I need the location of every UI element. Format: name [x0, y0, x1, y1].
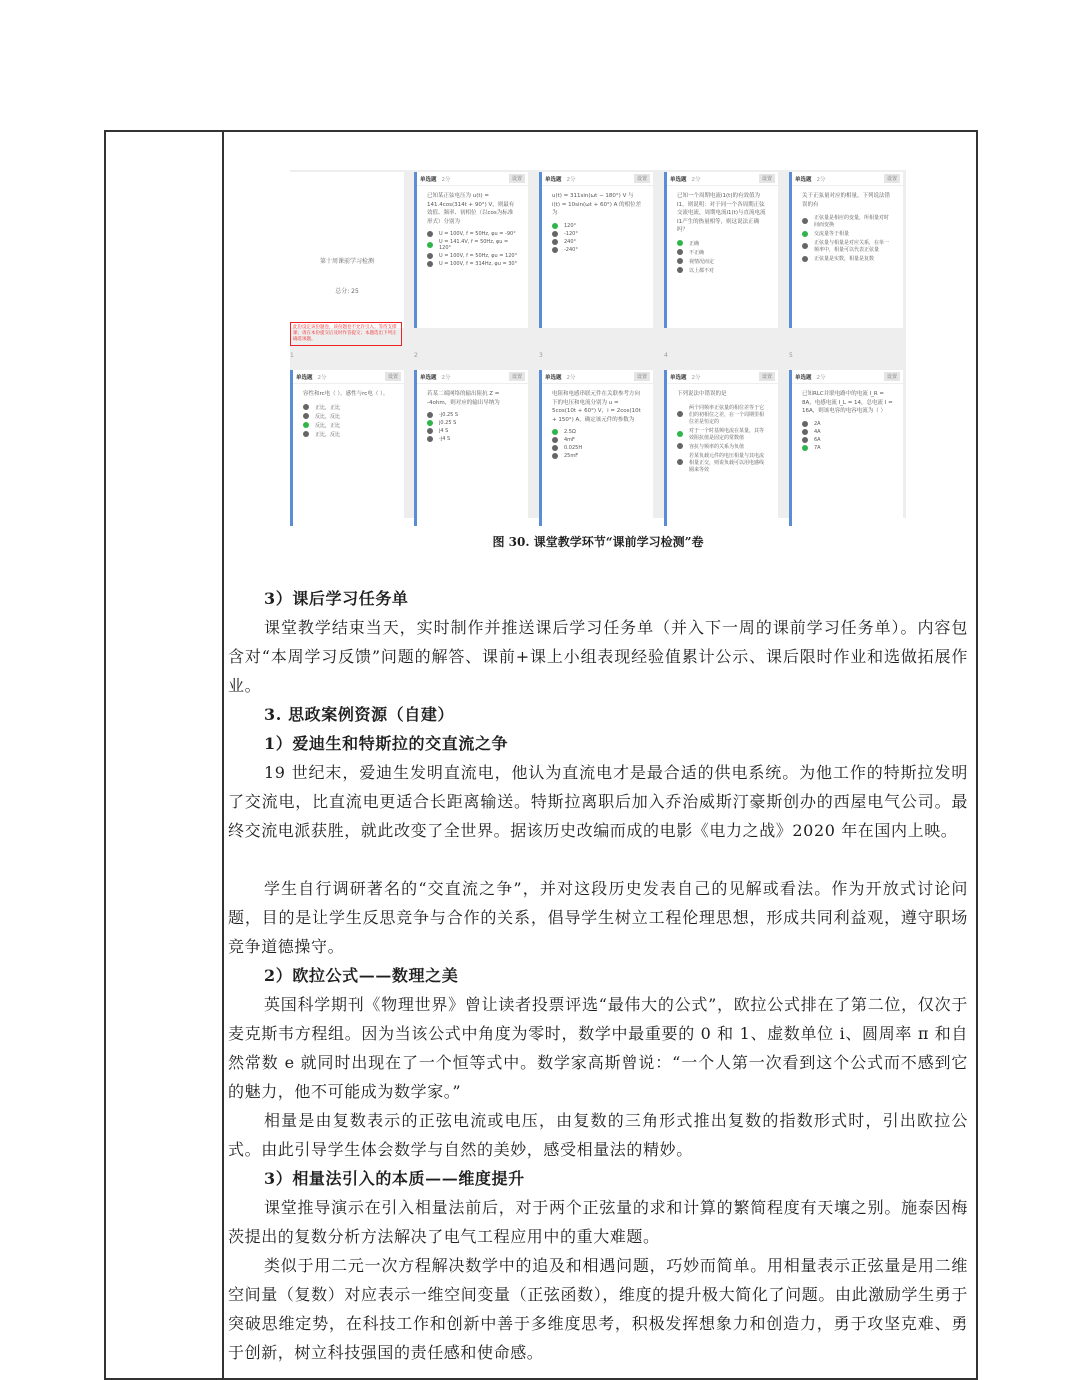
radio-correct-icon — [677, 431, 683, 437]
option-label: U = 100V, f = 50Hz, φu = -90° — [439, 231, 516, 237]
option-label: j0.25 S — [439, 420, 457, 426]
option[interactable] — [542, 452, 653, 460]
question-text: 已知一个周期电流i1(t)的有效值为I1，则说明：对于同一个各周期正弦交流电流，周期电流i1(t)与直流电流I1产生的热量相等，则这说法正确吗？ — [677, 193, 766, 233]
paragraph-after-class: 课堂教学结束当天，实时制作并推送课后学习任务单（并入下一周的课前学习任务单）。内容包含对“本周学习反馈”问题的解答、课前+课上小组表现经验值累计公示、课后限时作业和选做拓展作业。 — [228, 618, 968, 695]
question-score: 2分 — [317, 374, 327, 381]
table-column-divider — [222, 132, 224, 1378]
option-label: 视情况而定 — [689, 258, 715, 265]
option-label: 反比，反比 — [315, 413, 341, 420]
option[interactable] — [542, 246, 653, 254]
option[interactable] — [792, 428, 903, 436]
option[interactable] — [542, 444, 653, 452]
option-label: 交流量等于相量 — [814, 231, 850, 237]
heading-after-class: 3）课后学习任务单 — [264, 589, 409, 608]
radio-icon — [677, 443, 683, 449]
radio-icon — [552, 239, 558, 245]
option[interactable] — [293, 403, 404, 412]
option-label: U = 141.4V, f = 50Hz, φu = 120° — [439, 239, 509, 251]
option[interactable] — [417, 435, 528, 443]
question-type: 单选题 — [420, 374, 437, 381]
radio-icon — [552, 437, 558, 443]
radio-icon — [677, 267, 683, 273]
settings-button[interactable]: 设置 — [509, 174, 525, 183]
option[interactable] — [792, 420, 903, 428]
figure-caption: 图 30. 课堂教学环节“课前学习检测”卷 — [492, 535, 704, 549]
question-card[interactable] — [539, 172, 653, 328]
option-label: U = 100V, f = 314Hz, φu = 30° — [439, 261, 518, 267]
option-label: 正比，反比 — [315, 431, 341, 438]
radio-icon — [303, 431, 309, 437]
radio-icon — [303, 413, 309, 419]
option[interactable] — [542, 428, 653, 436]
option-label: 6A — [814, 436, 821, 443]
question-type: 单选题 — [795, 176, 812, 183]
option-label: 4mF — [564, 437, 575, 443]
option-label: 不正确 — [689, 249, 705, 256]
question-score: 2分 — [441, 176, 451, 183]
option-label: 正确 — [689, 240, 700, 247]
radio-icon — [427, 428, 433, 434]
option-label: 4A — [814, 428, 821, 435]
question-score: 2分 — [441, 374, 451, 381]
option[interactable] — [417, 260, 528, 268]
option-label: U = 100V, f = 50Hz, φu = 120° — [439, 253, 518, 259]
question-type: 单选题 — [795, 374, 812, 381]
heading-ideology-resources: 3. 思政案例资源（自建） — [264, 705, 455, 724]
radio-icon — [427, 436, 433, 442]
card-number: 4 — [664, 352, 668, 359]
heading-phasor-dimension: 3）相量法引入的本质——维度提升 — [264, 1169, 525, 1188]
paragraph-edison-tesla-1: 19 世纪末，爱迪生发明直流电，他认为直流电才是最合适的供电系统。为他工作的特斯拉发明了交流电，比直流电更适合长距离输送。特斯拉离职后加入乔治威斯汀豪斯创办的西屋电气公司。最终交流电派获胜，就此改变了全世界。据该历史改编而成的电影《电力之战》2020 年在国内上映。 — [228, 763, 968, 840]
paragraph-euler-1: 英国科学期刊《物理世界》曾让读者投票评选“最伟大的公式”，欧拉公式排在了第二位，仅次于麦克斯韦方程组。因为当该公式中角度为零时，数学中最重要的 0 和 1、虚数单位 i、圆周率 π 和自然常数 e 就同时出现在了一个恒等式中。数学家高斯曾说：“一个人第一次看到这个公式而不感到它的魅力，他不可能成为数学家。” — [228, 995, 968, 1101]
option[interactable] — [792, 229, 903, 238]
radio-icon — [677, 411, 683, 417]
radio-icon — [552, 445, 558, 451]
paragraph-phasor-2: 类似于用二元一次方程解决数学中的追及和相遇问题，巧妙而简单。用相量表示正弦量是用二维空间量（复数）对应表示一维空间变量（正弦函数），维度的提升极大简化了问题。由此激励学生勇于突破思维定势，在科技工作和创新中善于多维度思考，积极发挥想象力和创造力，勇于攻坚克难、勇于创新，树立科技强国的责任感和使命感。 — [228, 1256, 968, 1362]
radio-correct-icon — [677, 240, 683, 246]
option-label: 25mF — [564, 453, 579, 459]
option-label: 0.025H — [564, 445, 583, 451]
option[interactable] — [293, 412, 404, 421]
question-text: u(t) = 311sin(ωt − 180°) V 与 i(t) = 10sin(ωt + 60°) A 的相位差为 — [552, 193, 642, 216]
exam-total-score: 总分: 25 — [335, 288, 359, 295]
option[interactable] — [417, 419, 528, 427]
settings-button[interactable]: 设置 — [634, 372, 650, 381]
question-score: 2分 — [566, 176, 576, 183]
option[interactable] — [417, 230, 528, 238]
radio-icon — [303, 404, 309, 410]
option[interactable] — [667, 266, 778, 275]
option-label: -j4 S — [439, 436, 451, 442]
radio-correct-icon — [802, 445, 808, 451]
radio-icon — [677, 249, 683, 255]
question-text: 已知某正弦电压为 u(t) = 141.4cos(314t + 90°) V，则最有效值、频率、初相位（以cos为标准形式）分别为 — [427, 193, 515, 225]
question-text: 电阻和电感串联元件在关联参考方向下的电压和电流分别为 u = 5cos(10t + 60°) V，i = 2cos(10t + 150°) A，确定该元件的参数为 — [552, 391, 641, 423]
paragraph-phasor-1: 课堂推导演示在引入相量法前后，对于两个正弦量的求和计算的繁简程度有天壤之别。施泰因梅茨提出的复数分析方法解决了电气工程应用中的重大难题。 — [228, 1198, 968, 1246]
radio-icon — [427, 412, 433, 418]
settings-button[interactable]: 设置 — [884, 174, 900, 183]
radio-icon — [802, 218, 808, 224]
question-card[interactable] — [789, 370, 903, 526]
quiz-screenshot-figure — [290, 170, 906, 518]
option-label: 正弦量与相量是对应关系，在单一频率中，相量可以代表正弦量 — [814, 240, 890, 253]
option-label: 对于一个时基频电流在某量，其等效阻抗值是固定的常数值 — [689, 427, 765, 441]
settings-button[interactable]: 设置 — [634, 174, 650, 183]
option[interactable] — [542, 238, 653, 246]
question-score: 2分 — [691, 176, 701, 183]
option[interactable] — [293, 421, 404, 430]
option-label: 若某负载元件的电压相量与其电流相量正交，则说负载可以用电感线圈来等效 — [689, 452, 765, 473]
option-label: -120° — [564, 230, 578, 237]
question-text: 若某二端网络的输出阻抗 Z = -4ohm，则对应的输出导纳为 — [427, 391, 500, 406]
question-text: 下列说法中错误的是 — [677, 391, 727, 397]
question-text: 已知RLC并联电路中的电流 I_R = 8A，电感电流 I_L = 14，总电流 I = 16A，则该电容的电容电流为（ ） — [802, 391, 893, 414]
option-label: j4 S — [439, 428, 449, 434]
paragraph-edison-tesla-2: 学生自行调研著名的“交直流之争”，并对这段历史发表自己的见解或看法。作为开放式讨论问题，目的是让学生反思竞争与合作的关系，倡导学生树立工程伦理思想，形成共同利益观，遵守职场竞争道德操守。 — [228, 879, 968, 956]
option[interactable] — [417, 427, 528, 435]
option-label: 正比，正比 — [315, 404, 341, 411]
quiz-cover-card — [290, 172, 404, 342]
option[interactable] — [792, 436, 903, 444]
option[interactable] — [667, 451, 778, 474]
settings-button[interactable]: 设置 — [759, 372, 775, 381]
card-number: 3 — [539, 352, 543, 359]
option-label: -j0.25 S — [439, 412, 459, 418]
option[interactable] — [417, 252, 528, 260]
option-label: 120° — [564, 222, 577, 229]
option[interactable] — [667, 239, 778, 248]
option[interactable] — [792, 238, 903, 254]
paragraph-euler-2: 相量是由复数表示的正弦电流或电压，由复数的三角形式推出复数的指数形式时，引出欧拉公式。由此引导学生体会数学与自然的美妙，感受相量法的精妙。 — [228, 1111, 968, 1159]
radio-icon — [427, 231, 433, 237]
radio-icon — [802, 437, 808, 443]
radio-correct-icon — [802, 231, 808, 237]
card-number: 1 — [290, 352, 294, 359]
radio-icon — [552, 247, 558, 253]
radio-icon — [552, 453, 558, 459]
radio-icon — [427, 261, 433, 267]
question-type: 单选题 — [670, 176, 687, 183]
question-score: 2分 — [566, 374, 576, 381]
radio-icon — [677, 459, 683, 465]
question-score: 2分 — [816, 176, 826, 183]
radio-icon — [802, 256, 808, 262]
option-label: 正弦量是实数，相量是复数 — [814, 256, 875, 262]
option-label: 反比，正比 — [315, 422, 341, 429]
option-label: 正弦量是相应的变量，所相量对时间而变换 — [814, 215, 890, 228]
question-type: 单选题 — [296, 374, 313, 381]
radio-icon — [427, 253, 433, 259]
question-score: 2分 — [816, 374, 826, 381]
question-score: 2分 — [691, 374, 701, 381]
question-card[interactable] — [664, 172, 778, 328]
radio-icon — [552, 231, 558, 237]
option[interactable] — [542, 436, 653, 444]
radio-icon — [802, 243, 808, 249]
settings-button[interactable]: 设置 — [509, 372, 525, 381]
radio-icon — [677, 258, 683, 264]
option[interactable] — [667, 257, 778, 266]
card-number: 2 — [414, 352, 418, 359]
option[interactable] — [667, 403, 778, 426]
option-label: 240° — [564, 238, 577, 245]
option[interactable] — [667, 426, 778, 442]
question-text: 容性和rc电（ ），感性与rc电（ ）。 — [303, 391, 389, 397]
option[interactable] — [792, 444, 903, 452]
card-number: 5 — [789, 352, 793, 359]
question-card[interactable] — [290, 370, 404, 526]
heading-euler-formula: 2）欧拉公式——数理之美 — [264, 966, 459, 985]
radio-correct-icon — [427, 242, 433, 248]
option-label: 2.5Ω — [564, 429, 576, 435]
option-label: 2A — [814, 420, 821, 427]
option-label: 两个同频率正弦量的相位差等于它们的初相位之差，在一个周期里相位差是恒定的 — [689, 404, 765, 425]
settings-button[interactable]: 设置 — [759, 174, 775, 183]
option[interactable] — [792, 254, 903, 263]
option[interactable] — [667, 248, 778, 257]
question-type: 单选题 — [420, 176, 437, 183]
question-text: 关于正弦量对应的相量，下列说法错误的有 — [802, 193, 891, 208]
radio-correct-icon — [552, 223, 558, 229]
heading-edison-tesla: 1）爱迪生和特斯拉的交直流之争 — [264, 734, 509, 753]
question-type: 单选题 — [545, 374, 562, 381]
question-card[interactable] — [664, 370, 778, 526]
radio-correct-icon — [552, 429, 558, 435]
option[interactable] — [293, 430, 404, 439]
radio-icon — [802, 421, 808, 427]
option[interactable] — [792, 213, 903, 229]
option-label: 以上都不对 — [689, 267, 715, 274]
exam-title: 第十周课前学习检测 — [319, 258, 374, 265]
option[interactable] — [417, 411, 528, 419]
settings-button[interactable]: 设置 — [884, 372, 900, 381]
radio-correct-icon — [427, 420, 433, 426]
question-card[interactable] — [539, 370, 653, 526]
option[interactable] — [417, 238, 528, 252]
option-label: 容抗与频率的关系为负值 — [689, 443, 745, 450]
option[interactable] — [667, 442, 778, 451]
radio-icon — [802, 429, 808, 435]
settings-button[interactable]: 设置 — [385, 372, 401, 381]
option[interactable] — [542, 230, 653, 238]
question-card[interactable] — [414, 370, 528, 526]
question-type: 单选题 — [545, 176, 562, 183]
exam-warning-box: 此份设定该份题卷，该份题卷不允许引入；等待支撑课；请在本份提交后及时作答提交；本题选出下列正确选项题。 — [290, 322, 402, 346]
option-label: 7A — [814, 444, 821, 451]
question-card[interactable] — [414, 172, 528, 328]
option[interactable] — [542, 222, 653, 230]
question-type: 单选题 — [670, 374, 687, 381]
radio-correct-icon — [303, 422, 309, 428]
option-label: -240° — [564, 246, 578, 253]
question-card[interactable] — [789, 172, 903, 328]
